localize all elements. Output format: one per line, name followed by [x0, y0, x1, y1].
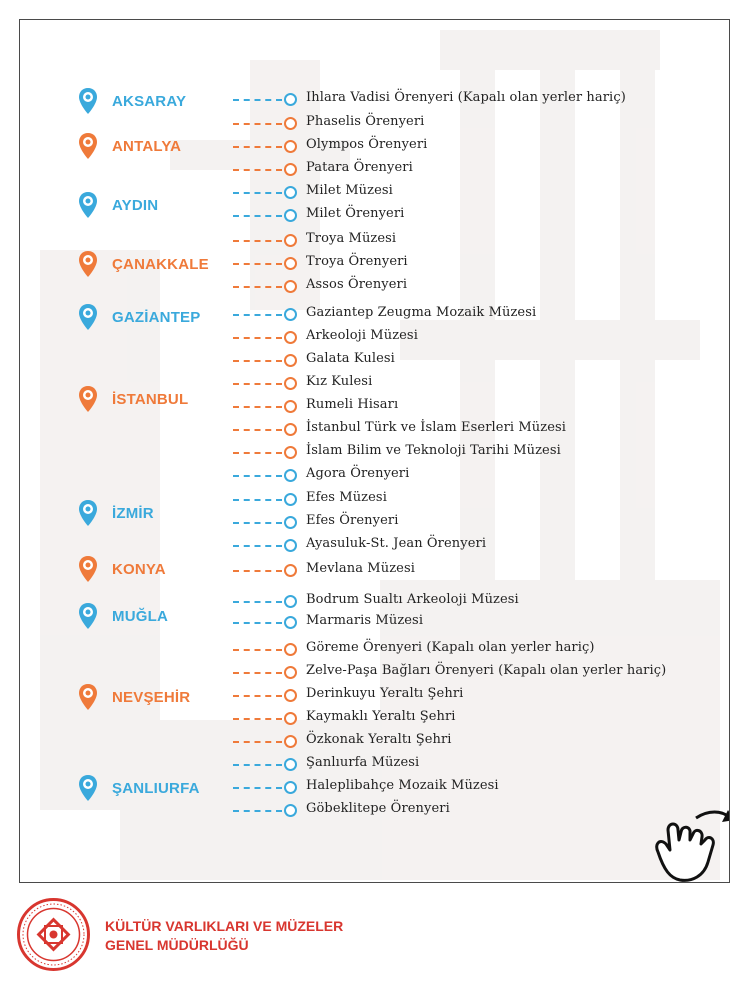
city-name: AKSARAY — [112, 92, 187, 110]
circle-bullet-icon — [284, 804, 297, 817]
site-name: Kaymaklı Yeraltı Şehri — [306, 709, 456, 724]
circle-bullet-icon — [284, 446, 297, 459]
circle-bullet-icon — [284, 516, 297, 529]
site-row — [20, 89, 730, 111]
dashed-connector — [233, 741, 282, 743]
circle-bullet-icon — [284, 377, 297, 390]
site-name: Milet Müzesi — [306, 183, 393, 198]
site-row — [20, 276, 730, 298]
site-row — [20, 591, 730, 613]
dashed-connector — [233, 123, 282, 125]
city-name: ŞANLIURFA — [112, 779, 200, 797]
site-row — [20, 327, 730, 349]
site-row — [20, 373, 730, 395]
site-row — [20, 182, 730, 204]
site-name: Marmaris Müzesi — [306, 613, 424, 628]
site-name: Troya Örenyeri — [306, 254, 408, 269]
dashed-connector — [233, 601, 282, 603]
city-name: GAZİANTEP — [112, 308, 201, 326]
site-name: Göbeklitepe Örenyeri — [306, 801, 450, 816]
dashed-connector — [233, 429, 282, 431]
dashed-connector — [233, 215, 282, 217]
circle-bullet-icon — [284, 140, 297, 153]
site-row — [20, 777, 730, 799]
institution-name — [105, 917, 343, 955]
site-name: Milet Örenyeri — [306, 206, 405, 221]
city-name: KONYA — [112, 560, 166, 578]
site-row — [20, 465, 730, 487]
circle-bullet-icon — [284, 595, 297, 608]
dashed-connector — [233, 99, 282, 101]
circle-bullet-icon — [284, 257, 297, 270]
site-row — [20, 419, 730, 441]
site-row — [20, 754, 730, 776]
circle-bullet-icon — [284, 616, 297, 629]
site-row — [20, 205, 730, 227]
city-name: ÇANAKKALE — [112, 255, 209, 273]
site-row — [20, 136, 730, 158]
site-name: Göreme Örenyeri (Kapalı olan yerler hariç) — [306, 640, 595, 655]
site-row — [20, 253, 730, 275]
circle-bullet-icon — [284, 493, 297, 506]
site-name: Ayasuluk-St. Jean Örenyeri — [306, 536, 487, 551]
circle-bullet-icon — [284, 564, 297, 577]
circle-bullet-icon — [284, 781, 297, 794]
site-row — [20, 512, 730, 534]
institution-name-line1: KÜLTÜR VARLIKLARI VE MÜZELER — [105, 918, 344, 934]
dashed-connector — [233, 192, 282, 194]
dashed-connector — [233, 545, 282, 547]
site-name: Arkeoloji Müzesi — [306, 328, 418, 343]
site-name: Efes Örenyeri — [306, 513, 399, 528]
circle-bullet-icon — [284, 400, 297, 413]
site-row — [20, 396, 730, 418]
dashed-connector — [233, 406, 282, 408]
dashed-connector — [233, 286, 282, 288]
site-row — [20, 230, 730, 252]
dashed-connector — [233, 360, 282, 362]
circle-bullet-icon — [284, 117, 297, 130]
site-row — [20, 489, 730, 511]
dashed-connector — [233, 570, 282, 572]
site-row — [20, 685, 730, 707]
circle-bullet-icon — [284, 234, 297, 247]
dashed-connector — [233, 695, 282, 697]
site-name: Efes Müzesi — [306, 490, 387, 505]
site-name: Gaziantep Zeugma Mozaik Müzesi — [306, 305, 537, 320]
circle-bullet-icon — [284, 469, 297, 482]
dashed-connector — [233, 499, 282, 501]
site-row — [20, 560, 730, 582]
dashed-connector — [233, 263, 282, 265]
site-name: Derinkuyu Yeraltı Şehri — [306, 686, 464, 701]
circle-bullet-icon — [284, 539, 297, 552]
dashed-connector — [233, 452, 282, 454]
site-row — [20, 639, 730, 661]
site-row — [20, 612, 730, 634]
content-frame — [19, 19, 730, 883]
site-row — [20, 159, 730, 181]
site-row — [20, 535, 730, 557]
dashed-connector — [233, 787, 282, 789]
dashed-connector — [233, 146, 282, 148]
site-name: Galata Kulesi — [306, 351, 395, 366]
site-row — [20, 662, 730, 684]
dashed-connector — [233, 169, 282, 171]
circle-bullet-icon — [284, 186, 297, 199]
site-name: Özkonak Yeraltı Şehri — [306, 732, 452, 747]
dashed-connector — [233, 622, 282, 624]
circle-bullet-icon — [284, 735, 297, 748]
circle-bullet-icon — [284, 643, 297, 656]
circle-bullet-icon — [284, 354, 297, 367]
site-name: İslam Bilim ve Teknoloji Tarihi Müzesi — [306, 443, 561, 458]
site-name: Patara Örenyeri — [306, 160, 413, 175]
dashed-connector — [233, 475, 282, 477]
circle-bullet-icon — [284, 331, 297, 344]
site-row — [20, 304, 730, 326]
site-row — [20, 731, 730, 753]
city-name: ANTALYA — [112, 137, 182, 155]
site-name: Bodrum Sualtı Arkeoloji Müzesi — [306, 592, 519, 607]
site-row — [20, 113, 730, 135]
dashed-connector — [233, 764, 282, 766]
circle-bullet-icon — [284, 93, 297, 106]
site-row — [20, 800, 730, 822]
circle-bullet-icon — [284, 423, 297, 436]
site-name: Assos Örenyeri — [306, 277, 408, 292]
swipe-hand-icon[interactable] — [648, 800, 730, 883]
site-name: Zelve-Paşa Bağları Örenyeri (Kapalı olan yerler hariç) — [306, 663, 667, 678]
city-name: İZMİR — [112, 504, 154, 522]
site-name: Troya Müzesi — [306, 231, 397, 246]
circle-bullet-icon — [284, 712, 297, 725]
site-name: Agora Örenyeri — [306, 466, 410, 481]
institution-name-line2: GENEL MÜDÜRLÜĞÜ — [105, 937, 249, 953]
site-name: İstanbul Türk ve İslam Eserleri Müzesi — [306, 420, 567, 435]
circle-bullet-icon — [284, 308, 297, 321]
circle-bullet-icon — [284, 689, 297, 702]
dashed-connector — [233, 810, 282, 812]
site-name: Phaselis Örenyeri — [306, 114, 425, 129]
circle-bullet-icon — [284, 209, 297, 222]
site-row — [20, 442, 730, 464]
city-name: AYDIN — [112, 196, 159, 214]
dashed-connector — [233, 240, 282, 242]
dashed-connector — [233, 672, 282, 674]
ministry-seal-logo — [16, 897, 91, 972]
site-name: Olympos Örenyeri — [306, 137, 428, 152]
dashed-connector — [233, 649, 282, 651]
dashed-connector — [233, 314, 282, 316]
site-name: Haleplibahçe Mozaik Müzesi — [306, 778, 499, 793]
circle-bullet-icon — [284, 758, 297, 771]
site-name: Mevlana Müzesi — [306, 561, 415, 576]
site-row — [20, 350, 730, 372]
circle-bullet-icon — [284, 666, 297, 679]
site-name: Rumeli Hisarı — [306, 397, 399, 412]
site-name: Ihlara Vadisi Örenyeri (Kapalı olan yerler hariç) — [306, 90, 626, 105]
city-name: İSTANBUL — [112, 390, 189, 408]
city-name: MUĞLA — [112, 607, 168, 625]
dashed-connector — [233, 383, 282, 385]
site-row — [20, 708, 730, 730]
dashed-connector — [233, 522, 282, 524]
site-name: Şanlıurfa Müzesi — [306, 755, 420, 770]
site-name: Kız Kulesi — [306, 374, 373, 389]
circle-bullet-icon — [284, 163, 297, 176]
dashed-connector — [233, 337, 282, 339]
dashed-connector — [233, 718, 282, 720]
city-name: NEVŞEHİR — [112, 688, 191, 706]
circle-bullet-icon — [284, 280, 297, 293]
